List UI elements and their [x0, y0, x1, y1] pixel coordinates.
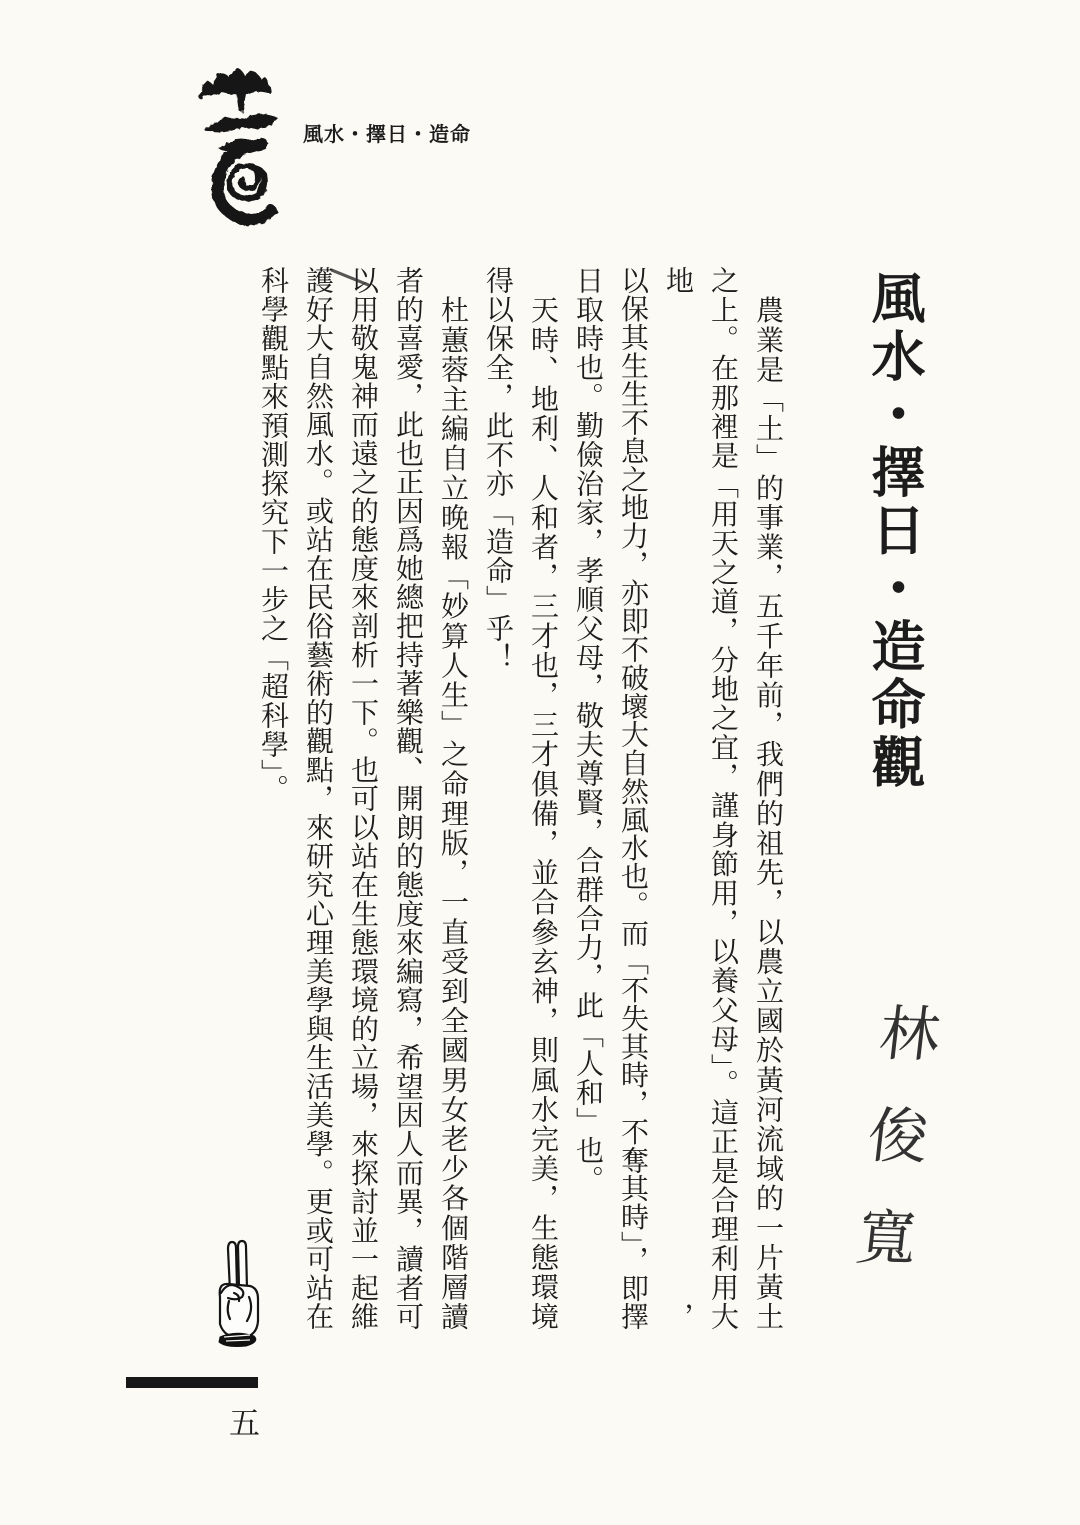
text-column: 農業是「土」的事業，五千年前，我們的祖先，以農立國於黃河流域的一片黃土 — [752, 266, 783, 1330]
text-column: 者的喜愛，此也正因爲她總把持著樂觀、開朗的態度來編寫，希望因人而異，讀者可 — [392, 266, 423, 1330]
footer-rule — [126, 1377, 258, 1388]
text-column: 科學觀點來預測探究下一步之「超科學」。 — [257, 266, 288, 803]
text-column: 護好大自然風水。或站在民俗藝術的觀點，來研究心理美學與生活美學。更或可站在 — [302, 266, 333, 1330]
brush-seal-icon — [192, 58, 292, 236]
body-text — [257, 266, 790, 1330]
text-column: 之上。在那裡是「用天之道，分地之宜，謹身節用，以養父母」。這正是合理利用大地， — [662, 266, 738, 1330]
mudra-hand-icon — [206, 1237, 264, 1349]
text-column: 以保其生生不息之地力，亦即不破壞大自然風水也。而「不失其時，不奪其時」，即擇 — [617, 266, 648, 1330]
author-signature: 林俊寬 — [840, 1001, 942, 1309]
text-column: 日取時也。勤儉治家，孝順父母，敬夫尊賢，合群合力，此「人和」也。 — [572, 266, 603, 1194]
text-column: 杜蕙蓉主編自立晚報「妙算人生」之命理版，一直受到全國男女老少各個階層讀 — [437, 266, 468, 1330]
page-number: 五 — [229, 1406, 260, 1441]
text-column: 天時、地利、人和者，三才也，三才俱備，並合參玄神，則風水完美，生態環境 — [527, 266, 558, 1330]
text-column: 以用敬鬼神而遠之的態度來剖析一下。也可以站在生態環境的立場，來探討並一起維 — [347, 266, 378, 1330]
running-head: 風水・擇日・造命 — [303, 124, 471, 146]
text-column: 得以保全，此不亦「造命」乎！ — [482, 266, 513, 672]
page-title: 風水・擇日・造命觀 — [864, 270, 924, 792]
